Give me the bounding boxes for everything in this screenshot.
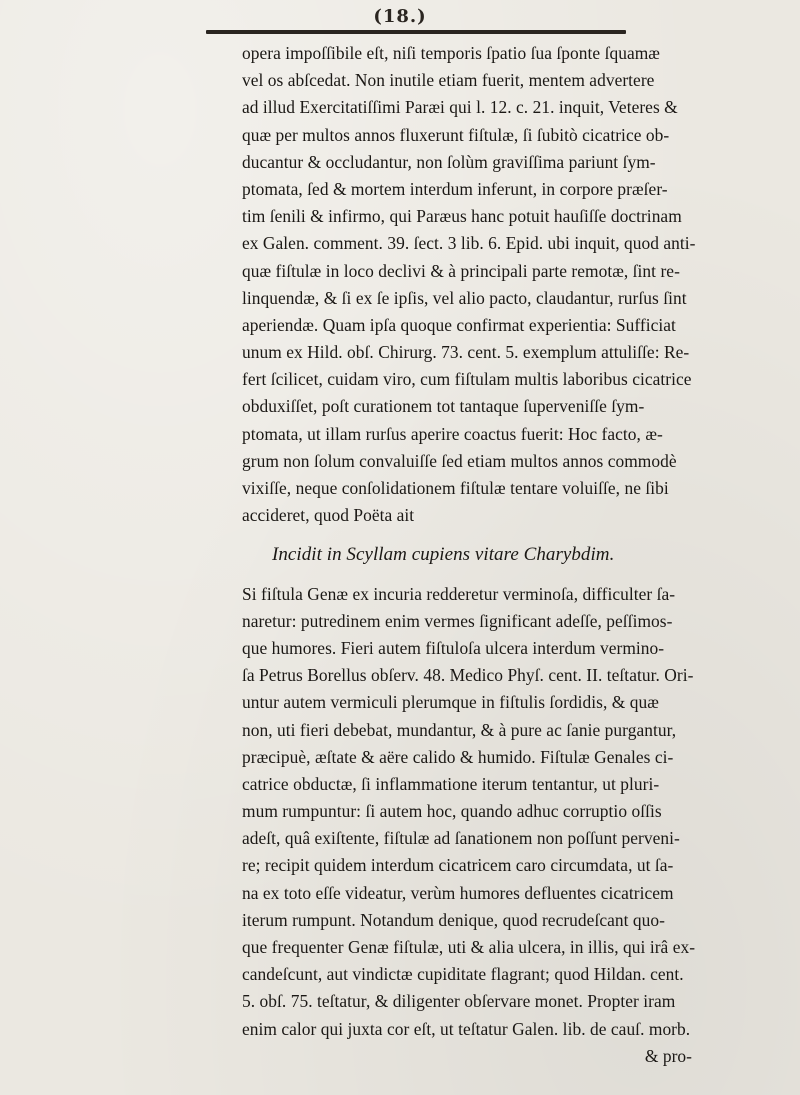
text-line: vel os abſcedat. Non inutile etiam fuerit, mentem advertere xyxy=(242,70,655,91)
text-line: accideret, quod Poëta ait xyxy=(242,505,415,526)
text-line: ad illud Exercitatiſſimi Paræi qui l. 12. c. 21. inquit, Veteres & xyxy=(242,97,678,118)
page-text xyxy=(242,40,696,1070)
text-line: catrice obductæ, ſi inflammatione iterum tentantur, ut pluri- xyxy=(242,773,660,794)
text-line: ex Galen. comment. 39. ſect. 3 lib. 6. Epid. ubi inquit, quod anti- xyxy=(242,233,696,254)
text-line: ptomata, ſed & mortem interdum inferunt, in corpore præſer- xyxy=(242,178,668,199)
text-line: grum non ſolum convaluiſſe ſed etiam multos annos commodè xyxy=(242,450,677,471)
text-line: non, uti fieri debebat, mundantur, & à pure ac ſanie purgantur, xyxy=(242,719,677,740)
text-line: quæ fiſtulæ in loco declivi & à principali parte remotæ, ſint re- xyxy=(242,260,680,281)
text-line: untur autem vermiculi plerumque in fiſtulis ſordidis, & quæ xyxy=(242,692,659,713)
text-line: que frequenter Genæ fiſtulæ, uti & alia ulcera, in illis, qui irâ ex- xyxy=(242,937,696,957)
text-line: unum ex Hild. obſ. Chirurg. 73. cent. 5. exemplum attuliſſe: Re- xyxy=(242,342,690,363)
page-number: (18.) xyxy=(373,6,427,27)
text-line: ſa Petrus Borellus obſerv. 48. Medico Phyſ. cent. II. teſtatur. Ori- xyxy=(242,665,694,686)
text-line: Si fiſtula Genæ ex incuria redderetur verminoſa, difficulter ſa- xyxy=(242,583,676,604)
catchword: & pro- xyxy=(644,1045,692,1066)
text-line: que humores. Fieri autem fiſtuloſa ulcera interdum vermino- xyxy=(242,637,665,658)
text-line: iterum rumpunt. Notandum denique, quod recrudeſcant quo- xyxy=(242,909,665,930)
text-line: na ex toto eſſe videatur, verùm humores defluentes cicatricem xyxy=(242,882,674,903)
text-line: 5. obſ. 75. teſtatur, & diligenter obſervare monet. Propter iram xyxy=(242,991,676,1012)
text-line: fert ſcilicet, cuidam viro, cum fiſtulam multis laboribus cicatrice xyxy=(242,369,692,390)
text-line: tim ſenili & infirmo, qui Paræus hanc potuit hauſiſſe doctrinam xyxy=(242,206,682,227)
text-line: aperiendæ. Quam ipſa quoque confirmat experientia: Sufficiat xyxy=(242,314,676,335)
text-line: ducantur & occludantur, non ſolùm graviſſima pariunt ſym- xyxy=(242,151,656,172)
text-line: obduxiſſet, poſt curationem tot tantaque ſuperveniſſe ſym- xyxy=(242,396,645,417)
text-line: præcipuè, æſtate & aëre calido & humido. Fiſtulæ Genales ci- xyxy=(242,746,674,767)
verse-quotation: Incidit in Scyllam cupiens vitare Charybdim. xyxy=(272,544,615,566)
text-line: adeſt, quâ exiſtente, fiſtulæ ad ſanationem non poſſunt perveni- xyxy=(242,828,680,849)
text-line: linquendæ, & ſi ex ſe ipſis, vel alio pacto, claudantur, rurſus ſint xyxy=(242,287,687,308)
text-line: vixiſſe, neque conſolidationem fiſtulæ tentare voluiſſe, ne ſibi xyxy=(242,478,669,498)
text-line: mum rumpuntur: ſi autem hoc, quando adhuc corruptio oſſis xyxy=(242,801,662,822)
text-line: ptomata, ut illam rurſus aperire coactus fuerit: Hoc facto, æ- xyxy=(242,423,663,444)
text-line: opera impoſſibile eſt, niſi temporis ſpatio ſua ſponte ſquamæ xyxy=(242,43,660,63)
text-line: naretur: putredinem enim vermes ſignificant adeſſe, peſſimos- xyxy=(242,610,673,631)
text-line: candeſcunt, aut vindictæ cupiditate flagrant; quod Hildan. cent. xyxy=(242,964,684,985)
text-line: enim calor qui juxta cor eſt, ut teſtatur Galen. lib. de cauſ. morb. xyxy=(242,1018,691,1039)
text-line: quæ per multos annos fluxerunt fiſtulæ, ſi ſubitò cicatrice ob- xyxy=(242,124,670,145)
text-line: re; recipit quidem interdum cicatricem caro circumdata, ut ſa- xyxy=(242,855,674,876)
header-rule xyxy=(206,30,626,34)
